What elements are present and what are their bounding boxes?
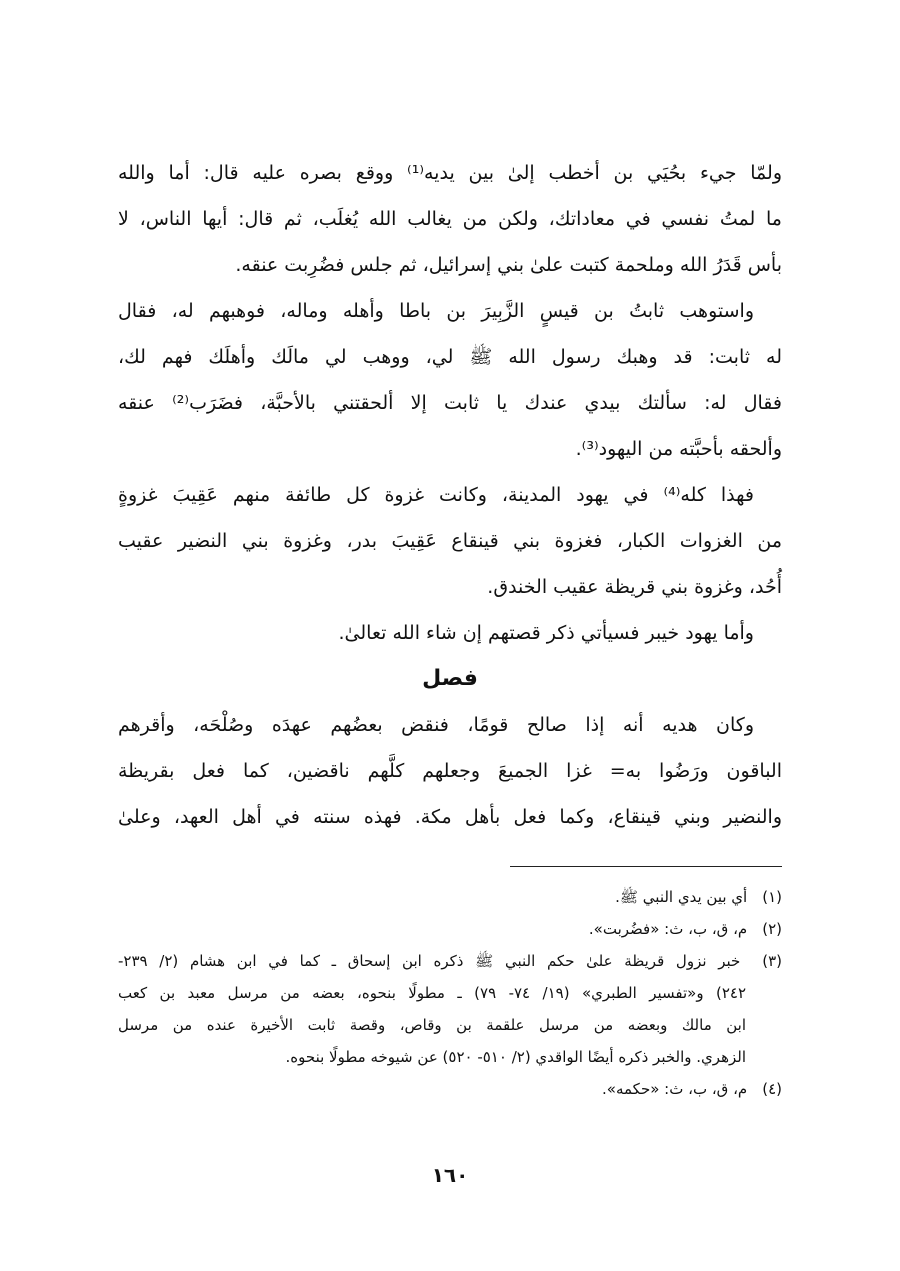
text-line: له ثابت: قد وهبك رسول الله ﷺ لي، ووهب لي مالَك وأهلَك فهم لك، <box>118 346 782 368</box>
text-line: فقال له: سألتك بيدي عندك يا ثابت إلا ألحقتني بالأحبَّة، فضَرَب⁽²⁾ عنقه <box>118 392 782 414</box>
text-line: فهذا كله⁽⁴⁾ في يهود المدينة، وكانت غزوة كل طائفة منهم عَقِيبَ غزوةٍ <box>118 484 755 506</box>
text-line: وأما يهود خيبر فسيأتي ذكر قصتهم إن شاء الله تعالىٰ. <box>338 622 754 644</box>
text-line: ما لمتُ نفسي في معاداتك، ولكن من يغالب الله يُغلَب، ثم قال: أيها الناس، لا <box>118 208 782 230</box>
text-line: واستوهب ثابتُ بن قيسٍ الزَّبِيرَ بن باطا وأهله وماله، فوهبهم له، فقال <box>118 300 754 322</box>
text-line: وألحقه بأحبَّته من اليهود⁽³⁾. <box>575 438 782 460</box>
footnote-number: (٢) <box>762 920 782 938</box>
text-line: والنضير وبني قينقاع، وكما فعل بأهل مكة. فهذه سنته في أهل العهد، وعلىٰ <box>118 806 782 828</box>
text-line: الباقون ورَضُوا به= غزا الجميعَ وجعلهم كلَّهم ناقضين، كما فعل بقريظة <box>118 760 782 782</box>
main-text <box>118 150 782 840</box>
footnote-number: (٤) <box>762 1080 782 1098</box>
footnote <box>118 881 782 913</box>
text-line: وكان هديه أنه إذا صالح قومًا، فنقض بعضُهم عهدَه وصُلْحَه، وأقرهم <box>118 714 754 736</box>
footnotes <box>118 881 782 1105</box>
text-line: بأس قَدَرُ الله وملحمة كتبت علىٰ بني إسرائيل، ثم جلس فضُرِبت عنقه. <box>235 254 782 276</box>
footnote-text: م، ق، ب، ث: «حكمه». <box>602 1080 748 1098</box>
footnote-text: أي بين يدي النبي ﷺ. <box>615 888 748 906</box>
footnote-continuation: ٢٤٢) و«تفسير الطبري» (١٩/ ٧٤- ٧٩) ـ مطولًا بنحوه، بعضه من مرسل معبد بن كعب <box>118 984 747 1002</box>
footnote-number: (١) <box>762 888 782 906</box>
footnote <box>118 1073 782 1105</box>
footnote <box>118 945 782 977</box>
text-line: من الغزوات الكبار، فغزوة بني قينقاع عَقِيبَ بدر، وغزوة بني النضير عقيب <box>118 530 782 552</box>
footnote-divider <box>510 866 782 867</box>
footnote-continuation: الزهري. والخبر ذكره أيضًا الواقدي (٢/ ٥١٠- ٥٢٠) عن شيوخه مطولًا بنحوه. <box>285 1048 746 1066</box>
text-line: أُحُد، وغزوة بني قريظة عقيب الخندق. <box>487 576 782 598</box>
footnote-text: خبر نزول قريظة علىٰ حكم النبي ﷺ ذكره ابن إسحاق ـ كما في ابن هشام (٢/ ٢٣٩- <box>118 952 741 970</box>
page-number: ١٦٠ <box>431 1163 469 1187</box>
section-heading: فصل <box>422 666 478 691</box>
footnote-continuation: ابن مالك وبعضه من مرسل علقمة بن وقاص، وقصة ثابت الأخيرة عنده من مرسل <box>118 1016 746 1034</box>
footnote <box>118 913 782 945</box>
text-line: ولمّا جيء بحُيَي بن أخطب إلىٰ بين يديه⁽¹⁾ ووقع بصره عليه قال: أما والله <box>118 162 782 184</box>
footnote-number: (٣) <box>762 952 782 970</box>
footnote-text: م، ق، ب، ث: «فضُربت». <box>588 920 748 938</box>
